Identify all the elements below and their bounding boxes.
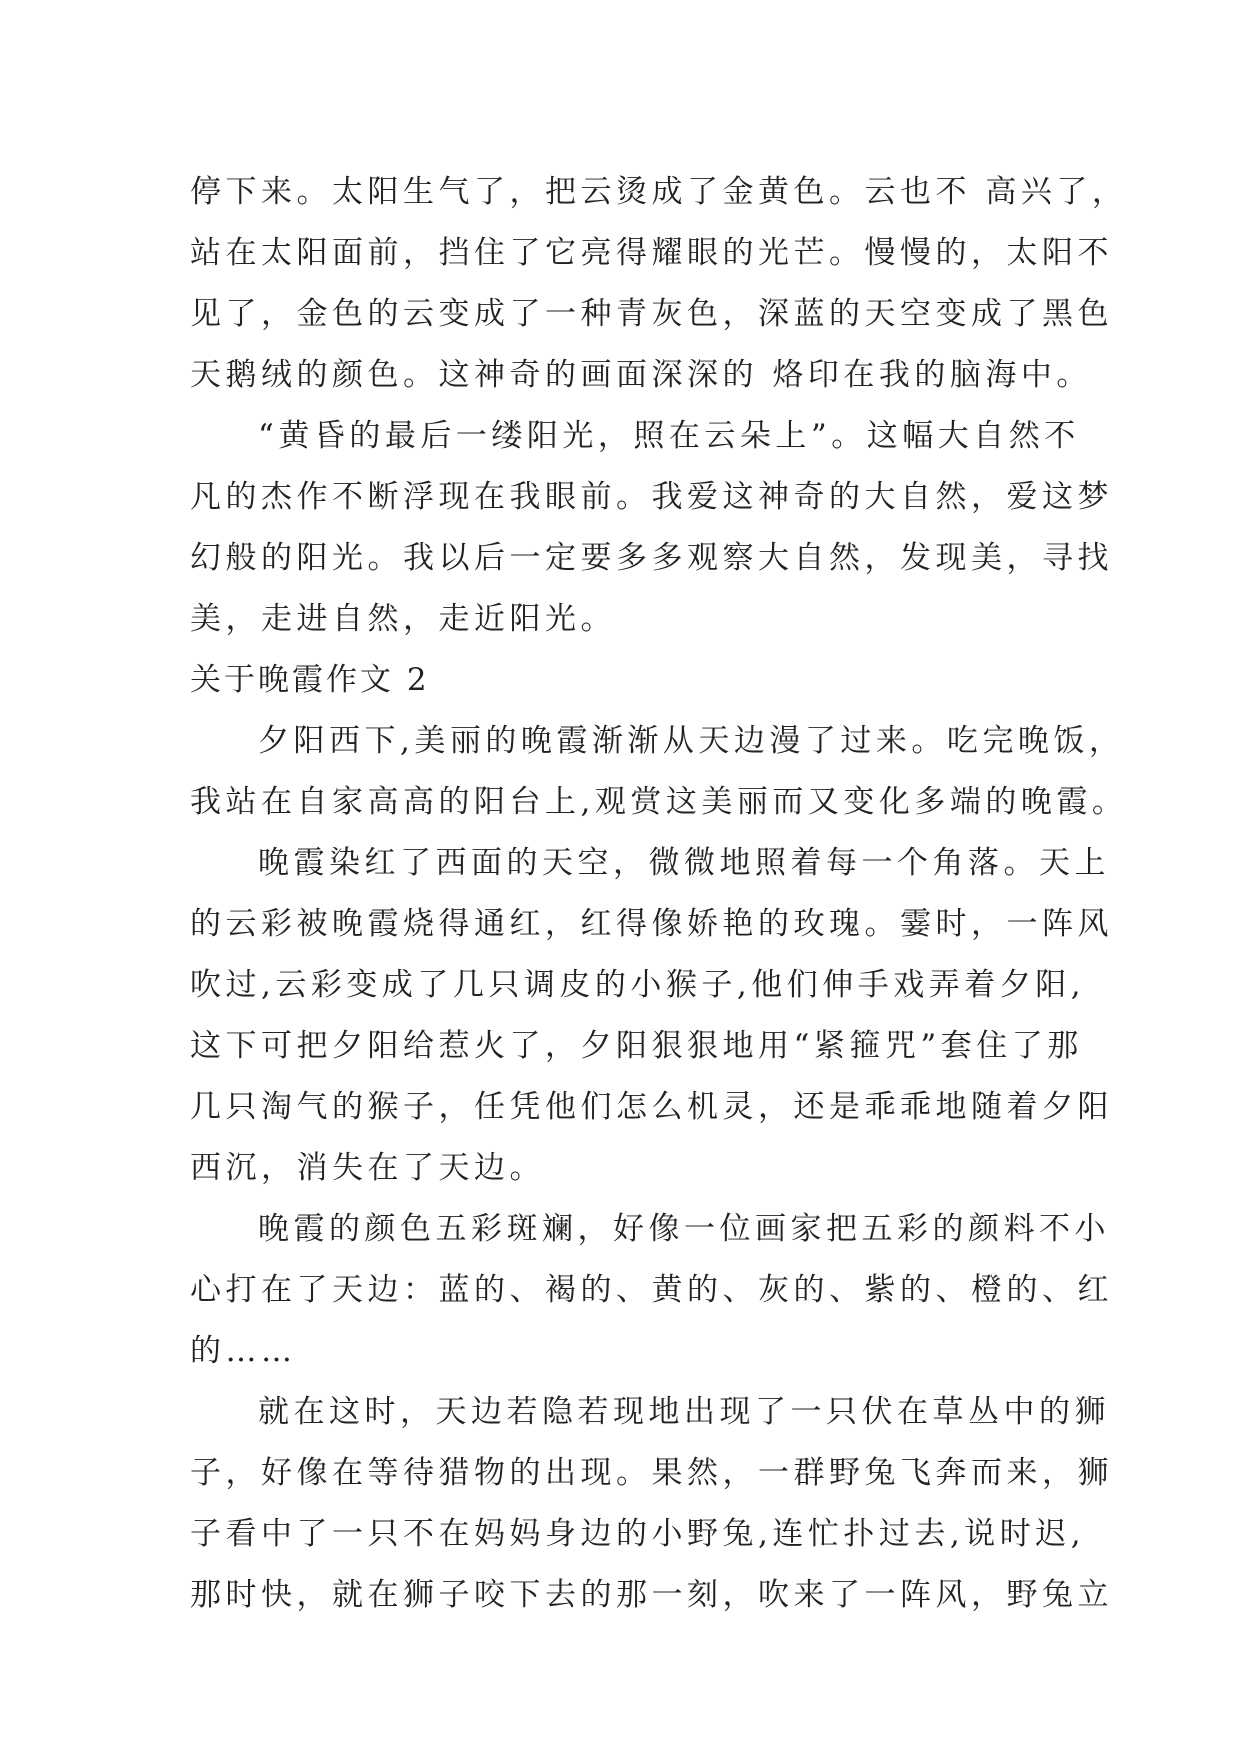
text-line: 子，好像在等待猎物的出现。果然，一群野兔飞奔而来，狮 bbox=[190, 1455, 1113, 1491]
text-line: 我站在自家高高的阳台上,观赏这美丽而又变化多端的晚霞。 bbox=[190, 784, 1128, 820]
text-line: 晚霞染红了西面的天空，微微地照着每一个角落。天上 bbox=[258, 845, 1110, 881]
text-line: “黄昏的最后一缕阳光，照在云朵上”。这幅大自然不 bbox=[258, 418, 1080, 454]
text-line: 就在这时，天边若隐若现地出现了一只伏在草丛中的狮 bbox=[258, 1394, 1110, 1430]
document-body bbox=[190, 162, 1128, 1626]
text-line: 晚霞的颜色五彩斑斓，好像一位画家把五彩的颜料不小 bbox=[258, 1211, 1110, 1247]
section-heading: 关于晚霞作文 2 bbox=[190, 662, 430, 698]
text-line: 见了，金色的云变成了一种青灰色，深蓝的天空变成了黑色 bbox=[190, 296, 1113, 332]
text-line: 几只淘气的猴子，任凭他们怎么机灵，还是乖乖地随着夕阳 bbox=[190, 1089, 1113, 1125]
text-line: 的云彩被晚霞烧得通红，红得像娇艳的玫瑰。霎时，一阵风 bbox=[190, 906, 1113, 942]
text-line: 天鹅绒的颜色。这神奇的画面深深的 烙印在我的脑海中。 bbox=[190, 357, 1092, 393]
text-line: 心打在了天边：蓝的、褐的、黄的、灰的、紫的、橙的、红 bbox=[190, 1272, 1113, 1308]
text-line: 这下可把夕阳给惹火了，夕阳狠狠地用“紧箍咒”套住了那 bbox=[190, 1028, 1083, 1064]
text-line: 停下来。太阳生气了，把云烫成了金黄色。云也不 高兴了， bbox=[190, 174, 1128, 210]
text-line: 吹过,云彩变成了几只调皮的小猴子,他们伸手戏弄着夕阳, bbox=[190, 967, 1086, 1003]
text-line: 的…… bbox=[190, 1333, 297, 1369]
text-line: 幻般的阳光。我以后一定要多多观察大自然，发现美，寻找 bbox=[190, 540, 1113, 576]
text-line: 美，走进自然，走近阳光。 bbox=[190, 601, 616, 637]
text-line: 西沉，消失在了天边。 bbox=[190, 1150, 545, 1186]
text-line: 那时快，就在狮子咬下去的那一刻，吹来了一阵风，野兔立 bbox=[190, 1577, 1113, 1613]
text-line: 凡的杰作不断浮现在我眼前。我爱这神奇的大自然，爱这梦 bbox=[190, 479, 1113, 515]
text-line: 子看中了一只不在妈妈身边的小野兔,连忙扑过去,说时迟, bbox=[190, 1516, 1086, 1552]
text-line: 夕阳西下,美丽的晚霞渐渐从天边漫了过来。吃完晚饭， bbox=[258, 723, 1125, 759]
text-line: 站在太阳面前，挡住了它亮得耀眼的光芒。慢慢的，太阳不 bbox=[190, 235, 1113, 271]
